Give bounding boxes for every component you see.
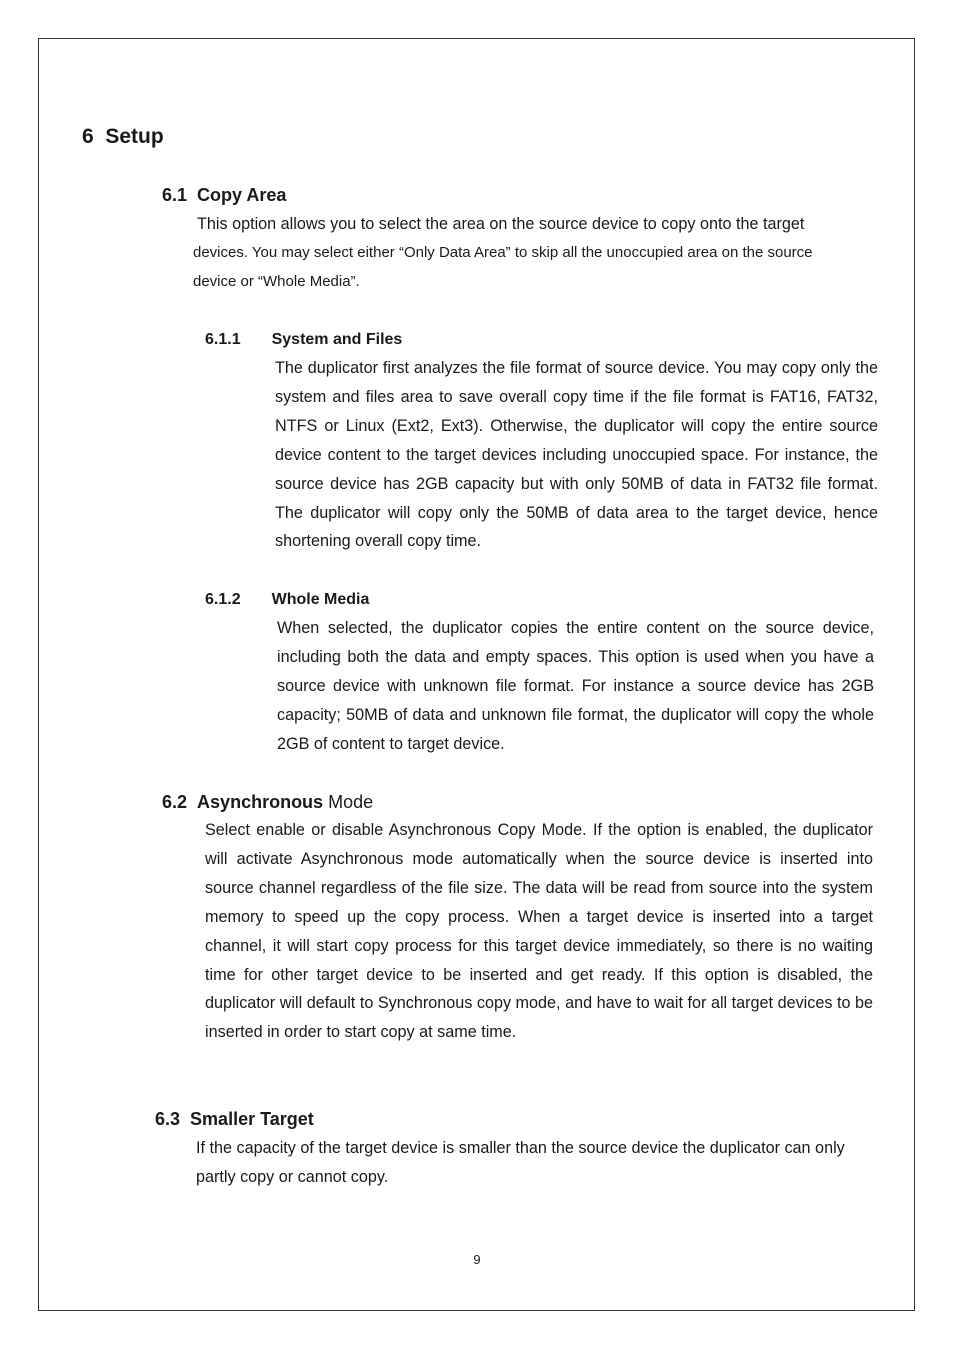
subsection-number: 6.3: [155, 1109, 181, 1129]
subsection-heading-6-2: [162, 792, 373, 813]
subsection-title-bold: Asynchronous: [197, 792, 324, 812]
asynchronous-mode-body: Select enable or disable Asynchronous Copy Mode. If the option is enabled, the duplicator will activate Asynchronous mode automatically when the source device is inserted into source channel regardless of the file size. The data will be read from source into the system memory to speed up the copy process. When a target device is inserted into a target channel, it will start copy process for this target device immediately, so there is no waiting time for other target device to be inserted and get ready. If this option is disabled, the duplicator will default to Synchronous copy mode, and have to wait for all target devices to be inserted in order to start copy at same time.: [205, 821, 873, 1042]
section-title: Setup: [105, 125, 164, 148]
subsection-heading-6-1: [162, 185, 286, 206]
subsection-title: Copy Area: [197, 185, 287, 205]
subsubsection-number: 6.1.1: [205, 331, 241, 348]
whole-media-body: When selected, the duplicator copies the entire content on the source device, including both the data and empty spaces. This option is used when you have a source device with unknown file format. For instance a source device has 2GB capacity; 50MB of data and unknown file format, the duplicator will copy the whole 2GB of content to target device.: [277, 619, 874, 753]
subsubsection-heading-6-1-2: [205, 591, 369, 609]
copy-area-intro-rest: devices. You may select either “Only Data Area” to skip all the unoccupied area on the source device or “Whole Media”.: [193, 244, 813, 290]
subsubsection-title: Whole Media: [271, 591, 370, 608]
subsection-number: 6.1: [162, 185, 188, 205]
section-heading: [82, 125, 164, 149]
subsection-title-normal: Mode: [328, 792, 374, 812]
subsection-number: 6.2: [162, 792, 188, 812]
system-and-files-body: The duplicator first analyzes the file format of source device. You may copy only the system and files area to save overall copy time if the file format is FAT16, FAT32, NTFS or Linux (Ext2, Ext3). Otherwise, the duplicator will copy the entire source device content to the target devices including unoccupied space. For instance, the source device has 2GB capacity but with only 50MB of data in FAT32 file format. The duplicator will copy only the 50MB of data area to the target device, hence shortening overall copy time.: [275, 359, 878, 551]
subsection-heading-6-3: [155, 1109, 314, 1130]
smaller-target-body: If the capacity of the target device is smaller than the source device the duplicator can only partly copy or cannot copy.: [196, 1139, 845, 1186]
subsubsection-heading-6-1-1: [205, 331, 402, 349]
subsubsection-title: System and Files: [271, 331, 403, 348]
subsubsection-number: 6.1.2: [205, 591, 241, 608]
copy-area-intro-line1: This option allows you to select the area on the source device to copy onto the target: [197, 215, 805, 233]
page-number: 9: [473, 1252, 481, 1267]
section-number: 6: [82, 125, 94, 148]
subsection-title: Smaller Target: [190, 1109, 314, 1129]
